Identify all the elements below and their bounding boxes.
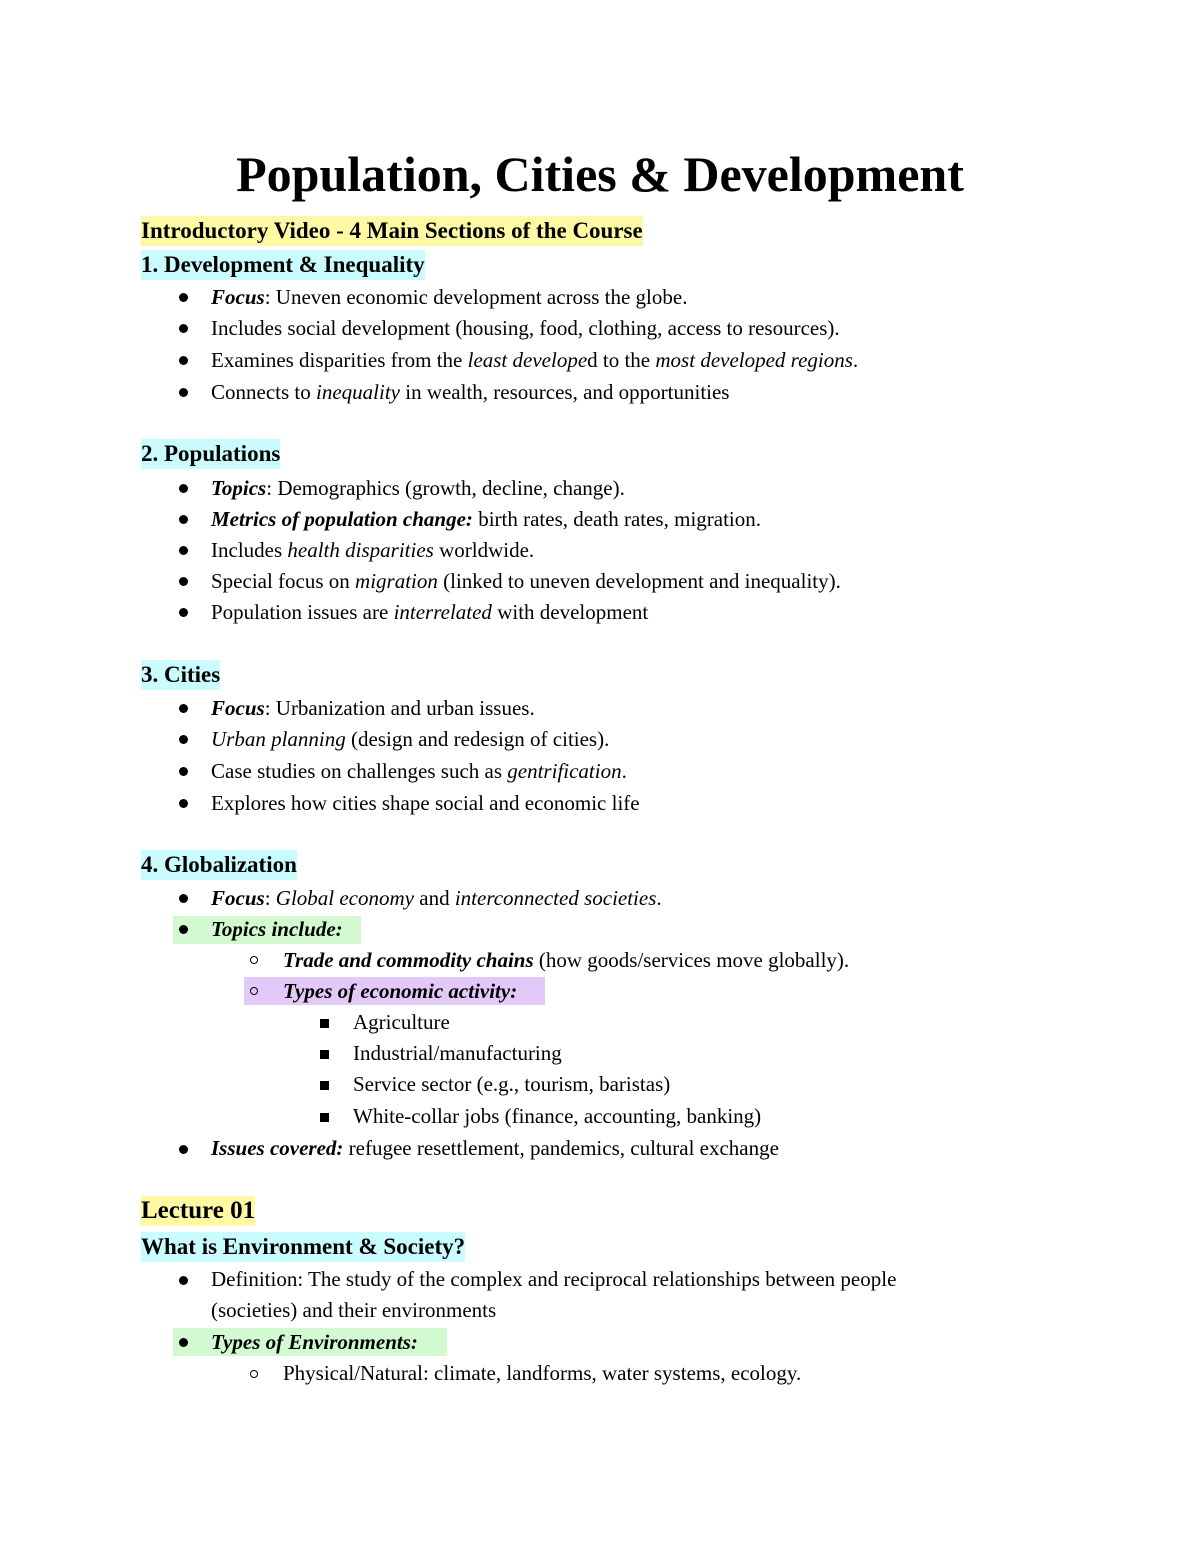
bullet-dot-icon bbox=[179, 293, 188, 302]
list-item bbox=[283, 977, 517, 1005]
item-text: Population issues are bbox=[211, 600, 394, 624]
bullet-circle-icon bbox=[250, 987, 258, 995]
bullet-square-icon bbox=[320, 1081, 329, 1090]
list-item bbox=[211, 283, 687, 311]
item-text: : Urbanization and urban issues. bbox=[264, 696, 535, 720]
list-item bbox=[211, 1328, 418, 1356]
item-text: (linked to uneven development and inequality). bbox=[437, 569, 841, 593]
lecture-subheading: What is Environment & Society? bbox=[141, 1232, 465, 1262]
item-emphasis: Global economy bbox=[275, 886, 414, 910]
list-item bbox=[211, 567, 841, 595]
list-item bbox=[211, 505, 761, 533]
item-label: Focus bbox=[211, 285, 265, 309]
list-item bbox=[211, 378, 729, 406]
item-text: Examines disparities from the bbox=[211, 348, 468, 372]
item-emphasis: gentrification bbox=[507, 759, 622, 783]
item-emphasis: Urban planning bbox=[211, 727, 346, 751]
item-text: . bbox=[621, 759, 627, 783]
list-item bbox=[211, 915, 343, 943]
list-item bbox=[211, 725, 609, 753]
list-item: White-collar jobs (finance, accounting, banking) bbox=[353, 1104, 762, 1128]
list-item: Industrial/manufacturing bbox=[353, 1041, 562, 1065]
list-item: Explores how cities shape social and economic life bbox=[211, 791, 640, 815]
item-text: d to the bbox=[587, 348, 656, 372]
item-text: : Uneven economic development across the globe. bbox=[264, 285, 688, 309]
bullet-square-icon bbox=[320, 1019, 329, 1028]
bullet-circle-icon bbox=[250, 1370, 258, 1378]
item-emphasis: most developed regions bbox=[655, 348, 853, 372]
bullet-dot-icon bbox=[179, 1338, 188, 1347]
list-item bbox=[211, 474, 625, 502]
item-text: Special focus on bbox=[211, 569, 356, 593]
bullet-dot-icon bbox=[179, 925, 188, 934]
section-heading-populations: 2. Populations bbox=[141, 439, 280, 469]
item-text: (how goods/services move globally). bbox=[533, 948, 850, 972]
bullet-square-icon bbox=[320, 1113, 329, 1122]
item-emphasis: interrelated bbox=[393, 600, 492, 624]
item-label: Topics include: bbox=[211, 917, 343, 941]
bullet-circle-icon bbox=[250, 956, 258, 964]
page-title: Population, Cities & Development bbox=[236, 146, 964, 202]
item-text: . bbox=[852, 348, 859, 372]
bullet-dot-icon bbox=[179, 767, 188, 776]
item-text: Case studies on challenges such as bbox=[211, 759, 508, 783]
bullet-dot-icon bbox=[179, 356, 188, 365]
bullet-dot-icon bbox=[179, 484, 188, 493]
bullet-dot-icon bbox=[179, 735, 188, 744]
item-emphasis: interconnected societies bbox=[454, 886, 657, 910]
item-label: Types of economic activity: bbox=[283, 979, 518, 1003]
bullet-dot-icon bbox=[179, 324, 188, 333]
item-text: birth rates, death rates, migration. bbox=[472, 507, 762, 531]
item-emphasis: least develope bbox=[467, 348, 588, 372]
item-text: in wealth, resources, and opportunities bbox=[399, 380, 730, 404]
item-label: Metrics of population change: bbox=[211, 507, 473, 531]
bullet-dot-icon bbox=[179, 388, 188, 397]
item-emphasis: inequality bbox=[316, 380, 400, 404]
item-text: and bbox=[414, 886, 455, 910]
bullet-dot-icon bbox=[179, 704, 188, 713]
item-text: refugee resettlement, pandemics, cultural exchange bbox=[343, 1136, 779, 1160]
bullet-dot-icon bbox=[179, 1145, 188, 1154]
item-text: (design and redesign of cities). bbox=[345, 727, 610, 751]
list-item: Physical/Natural: climate, landforms, water systems, ecology. bbox=[283, 1361, 802, 1385]
item-label: Topics bbox=[211, 476, 267, 500]
item-label: Focus bbox=[211, 886, 265, 910]
bullet-dot-icon bbox=[179, 608, 188, 617]
list-item bbox=[211, 757, 627, 785]
list-item-continuation: (societies) and their environments bbox=[211, 1298, 497, 1322]
list-item: Service sector (e.g., tourism, baristas) bbox=[353, 1072, 671, 1096]
lecture-heading: Lecture 01 bbox=[141, 1197, 256, 1224]
item-text: : Demographics (growth, decline, change). bbox=[266, 476, 625, 500]
bullet-dot-icon bbox=[179, 799, 188, 808]
bullet-dot-icon bbox=[179, 1276, 188, 1285]
item-text: with development bbox=[491, 600, 649, 624]
list-item bbox=[211, 884, 662, 912]
list-item: Definition: The study of the complex and reciprocal relationships between people bbox=[211, 1267, 897, 1291]
bullet-square-icon bbox=[320, 1050, 329, 1059]
item-label: Focus bbox=[211, 696, 265, 720]
list-item: Agriculture bbox=[353, 1010, 450, 1034]
list-item: Includes social development (housing, food, clothing, access to resources). bbox=[211, 316, 840, 340]
item-label: Types of Environments: bbox=[211, 1330, 418, 1354]
bullet-dot-icon bbox=[179, 577, 188, 586]
list-item bbox=[211, 694, 535, 722]
item-label: Issues covered: bbox=[211, 1136, 344, 1160]
list-item bbox=[211, 598, 648, 626]
bullet-dot-icon bbox=[179, 515, 188, 524]
item-text: Connects to bbox=[211, 380, 316, 404]
list-item bbox=[211, 536, 534, 564]
item-text: worldwide. bbox=[433, 538, 535, 562]
intro-heading: Introductory Video - 4 Main Sections of the Course bbox=[141, 216, 643, 246]
list-item bbox=[211, 1134, 779, 1162]
item-text: Includes bbox=[211, 538, 288, 562]
bullet-dot-icon bbox=[179, 894, 188, 903]
list-item bbox=[211, 346, 858, 374]
item-text: . bbox=[656, 886, 662, 910]
item-label: Trade and commodity chains bbox=[283, 948, 534, 972]
item-emphasis: health disparities bbox=[287, 538, 434, 562]
item-emphasis: migration bbox=[355, 569, 438, 593]
bullet-dot-icon bbox=[179, 546, 188, 555]
section-heading-cities: 3. Cities bbox=[141, 660, 220, 690]
section-heading-globalization: 4. Globalization bbox=[141, 850, 297, 880]
list-item bbox=[283, 946, 849, 974]
item-text: : bbox=[264, 886, 276, 910]
section-heading-development: 1. Development & Inequality bbox=[141, 250, 425, 280]
